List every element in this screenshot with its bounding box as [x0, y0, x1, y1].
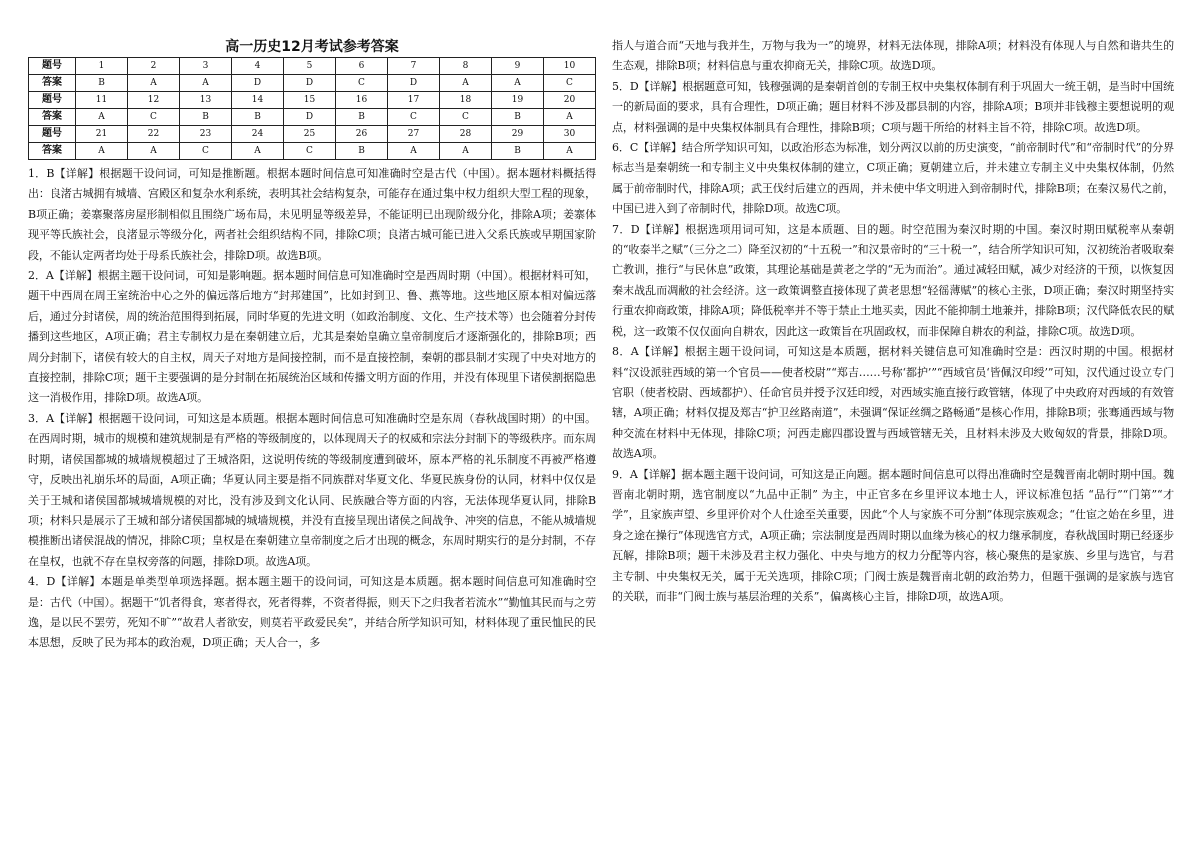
answer-cell: 9	[492, 58, 544, 75]
answer-cell: B	[336, 143, 388, 160]
explanation-paragraph: 9．A【详解】据本题主题干设问词，可知这是正向题。据本题时间信息可以得出准确时空是魏晋南北朝时期中国。魏晋南北朝时期，选官制度以“九品中正制” 为主，中正官多在乡里评议本地士人，评议标准包括 “品行”“门第”“才学”，且家族声望、乡里评价对个人仕途至关重要，因此“个人与家族不可分割”体现宗族观念；“仕宦之始在乡里，进身之途在操行”体现选官方式，A项正确；宗法制度是西周时期以血缘为核心的权力继承制度，春秋战国时期已经逐步瓦解，排除B项；题干未涉及君主权力强化、中央与地方的权力分配等内容，核心聚焦的是家族、乡里与选官，与君主专制、中央集权无关，属于无关选项，排除C项；门阀士族是魏晋南北朝的政治势力，但题干强调的是家族与选官的关联，而非“门阀士族与基层治理的关系”，偏离核心主旨，排除D项，故选A项。	[612, 467, 1174, 603]
row-label: 题号	[29, 58, 76, 75]
answer-cell: 23	[180, 126, 232, 143]
left-explanations	[28, 164, 596, 654]
row-label: 答案	[29, 109, 76, 126]
page-title: 高一历史12月考试参考答案	[225, 39, 399, 55]
row-label: 答案	[29, 75, 76, 92]
answer-cell: 1	[76, 58, 128, 75]
answer-cell: 14	[232, 92, 284, 109]
answer-cell: A	[544, 109, 596, 126]
answer-cell: 29	[492, 126, 544, 143]
left-column	[28, 38, 596, 654]
explanation-paragraph: 5．D【详解】根据题意可知，钱穆强调的是秦朝首创的专制王权中央集权体制有利于巩固大一统王朝，是当时中国统一的新局面的要求，具有合理性，D项正确；题目材料不涉及郡县制的内容，排除A项；B项并非钱穆主要想说明的观点，材料强调的是中央集权体制具有合理性，排除B项；C项与题干所给的材料主旨不符，排除C项。故选D项。	[612, 79, 1174, 134]
answer-cell: 11	[76, 92, 128, 109]
answer-cell: A	[544, 143, 596, 160]
answer-cell: 3	[180, 58, 232, 75]
answer-cell: A	[180, 75, 232, 92]
answer-cell: C	[544, 75, 596, 92]
answer-cell: B	[336, 109, 388, 126]
answer-cell: C	[128, 109, 180, 126]
answer-cell: 26	[336, 126, 388, 143]
answer-cell: 30	[544, 126, 596, 143]
explanation-paragraph: 1．B【详解】根据题干设问词，可知是推断题。根据本题时间信息可知准确时空是古代（中国）。据本题材料概括得出：良渚古城拥有城墙、宫殿区和复杂水利系统，表明其社会结构复杂，可能存在通过集中权力组织大型工程的现象，B项正确；姜寨聚落房屋形制相似且围绕广场布局，未见明显等级差异，不能证明已出现阶级分化，排除A项；姜寨体现平等氏族社会，良渚显示等级分化，两者社会组织结构不同，排除C项；良渚古城可能已进入父系氏族或早期国家阶段，不能认定两者均处于母系氏族社会，排除D项。故选B项。	[28, 167, 596, 262]
answer-cell: 16	[336, 92, 388, 109]
answer-cell: 18	[440, 92, 492, 109]
answer-table-row	[29, 75, 596, 92]
explanation-paragraph: 7．D【详解】根据选项用词可知，这是本质题、目的题。时空范围为秦汉时期的中国。秦汉时期田赋税率从秦朝的“收泰半之赋”（三分之二）降至汉初的“十五税一”和汉景帝时的“三十税一”，结合所学知识可知，汉初统治者吸取秦亡教训，推行“与民休息”政策，其理论基础是黄老之学的“无为而治”。通过减轻田赋，减少对经济的干预，以恢复因秦末战乱而凋敝的社会经济。这一政策调整直接体现了黄老思想“轻徭薄赋”的核心主张，D项正确；秦汉时期坚持实行重农抑商政策，排除A项；降低税率并不等于禁止土地买卖，因此不能抑制土地兼并，排除B项；汉代降低农民的赋税，这一政策不仅仅面向自耕农，因此这一政策旨在巩固政权，而非保障自耕农的利益，排除C项。故选D项。	[612, 222, 1174, 338]
answer-cell: C	[440, 109, 492, 126]
answer-cell: B	[180, 109, 232, 126]
answer-cell: 20	[544, 92, 596, 109]
answer-cell: A	[128, 75, 180, 92]
answer-cell: 7	[388, 58, 440, 75]
answer-table-row	[29, 109, 596, 126]
answer-cell: 27	[388, 126, 440, 143]
explanation-paragraph: 指人与道合而“天地与我并生，万物与我为一”的境界，材料无法体现，排除A项；材料没有体现人与自然和谐共生的生态观，排除B项；材料信息与重农抑商无关，排除C项。故选D项。	[612, 39, 1174, 73]
answer-cell: 2	[128, 58, 180, 75]
row-label: 题号	[29, 126, 76, 143]
answer-cell: D	[284, 109, 336, 126]
answer-cell: 17	[388, 92, 440, 109]
answer-cell: 4	[232, 58, 284, 75]
answer-cell: A	[492, 75, 544, 92]
answer-cell: C	[388, 109, 440, 126]
row-label: 题号	[29, 92, 76, 109]
answer-cell: C	[284, 143, 336, 160]
answer-cell: 21	[76, 126, 128, 143]
explanation-paragraph: 2．A【详解】根据主题干设问词，可知是影响题。据本题时间信息可知准确时空是西周时期（中国）。根据材料可知，题干中西周在周王室统治中心之外的偏远落后地方“封邦建国”，比如封到卫、鲁、燕等地。这些地区原本相对偏远落后，通过分封诸侯，周的统治范围得到拓展，同时华夏的先进文明（如政治制度、文化、生产技术等）也会随着分封传播到这些地区，A项正确；君主专制权力是在秦朝建立后，尤其是秦始皇确立皇帝制度后才逐渐强化的，排除B项；西周分封制下，诸侯有较大的自主权，周天子对地方是间接控制，而不是直接控制，秦朝的郡县制才实现了中央对地方的直接控制，排除C项；题干主要强调的是分封制在拓展统治区域和传播文明方面的作用，并没有体现里下诸侯割据隐患这一消极作用，排除D项。故选A项。	[28, 269, 596, 405]
row-label: 答案	[29, 143, 76, 160]
answer-cell: A	[440, 143, 492, 160]
answer-cell: 13	[180, 92, 232, 109]
answer-cell: D	[284, 75, 336, 92]
answer-cell: A	[232, 143, 284, 160]
answer-table-row	[29, 58, 596, 75]
answer-cell: 22	[128, 126, 180, 143]
explanation-paragraph: 6．C【详解】结合所学知识可知，以政治形态为标准，划分两汉以前的历史演变，“前帝制时代”和“帝制时代”的分界标志当是秦朝统一和专制主义中央集权体制的建立，C项正确；夏朝建立后，并未建立专制主义中央集权体制，仍然属于前帝制时代，排除A项；武王伐纣后建立的西周，并未使中华文明进入到帝制时代，排除B项；在秦汉易代之前，中国已进入到了帝制时代，排除D项。故选C项。	[612, 141, 1174, 216]
explanation-paragraph: 3．A【详解】根据题干设问词，可知这是本质题。根据本题时间信息可知准确时空是东周（春秋战国时期）的中国。在西周时期，城市的规模和建筑规制是有严格的等级制度的，以体现周天子的权威和宗法分封制下的等级秩序。而东周时期，诸侯国都城的城墙规模超过了王城洛阳，这说明传统的等级制度遭到破坏，原本严格的礼乐制度不再被严格遵守，反映出礼崩乐坏的局面，A项正确；华夏认同主要是指不同族群对华夏文化、华夏民族身份的认同，材料中仅仅是关于王城和诸侯国都城城墙规模的对比，没有涉及到文化认同、民族融合等方面的内容，无法体现华夏认同，排除B项；材料只是展示了王城和部分诸侯国都城的城墙规模，并没有直接呈现出诸侯之间战争、冲突的信息，不能从城墙规模推断出诸侯混战的情况，排除C项；皇权是在秦朝建立皇帝制度之后才出现的概念，东周时期实行的是分封制，不存在皇权，也就不存在皇权旁落的问题，排除D项。故选A项。	[28, 411, 596, 568]
explanation-paragraph: 8．A【详解】根据主题干设问词，可知这是本质题，据材料关键信息可知准确时空是：西汉时期的中国。根据材料“汉设派驻西域的第一个官员——使者校尉”“郑吉……号称‘都护’”“西域官员‘皆佩汉印绶’”可知，汉代通过设立专门官职（使者校尉、西域都护）、任命官员并授予汉廷印绶，对西域实施直接行政管辖，体现了中央政府对西域的有效管辖，A项正确；材料仅提及郑吉“护卫丝路南道”，未强调“保证丝绸之路畅通”是核心作用，排除B项；张骞通西域与物种交流在材料中无体现，排除C项；河西走廊四郡设置与西域管辖无关，且材料未涉及大败匈奴的背景，排除D项。故选A项。	[612, 345, 1174, 461]
answer-cell: A	[76, 143, 128, 160]
answer-cell: A	[440, 75, 492, 92]
answer-cell: A	[388, 143, 440, 160]
answer-cell: D	[388, 75, 440, 92]
answer-table-row	[29, 92, 596, 109]
answer-table-row	[29, 126, 596, 143]
answer-cell: A	[128, 143, 180, 160]
right-explanations	[612, 36, 1174, 607]
answer-cell: C	[336, 75, 388, 92]
answer-cell: 12	[128, 92, 180, 109]
answer-cell: A	[76, 109, 128, 126]
answer-cell: 15	[284, 92, 336, 109]
answer-cell: 25	[284, 126, 336, 143]
right-column	[612, 36, 1174, 607]
answer-table	[28, 57, 596, 160]
answer-cell: 24	[232, 126, 284, 143]
answer-cell: D	[232, 75, 284, 92]
answer-cell: 10	[544, 58, 596, 75]
answer-cell: B	[492, 143, 544, 160]
answer-cell: 28	[440, 126, 492, 143]
answer-cell: B	[76, 75, 128, 92]
answer-cell: B	[232, 109, 284, 126]
answer-cell: 5	[284, 58, 336, 75]
answer-cell: 6	[336, 58, 388, 75]
explanation-paragraph: 4．D【详解】本题是单类型单项选择题。据本题主题干的设问词，可知这是本质题。据本题时间信息可知准确时空是：古代（中国）。据题干“饥者得食，寒者得衣，死者得葬，不资者得振，则天下之归我者若流水”“勤恤其民而与之劳逸，是以民不罢劳，死知不旷”“故君人者欲安，则莫若平政爱民矣”，并结合所学知识可知，材料体现了重民恤民的民本思想，反映了民为邦本的政治观，D项正确；天人合一，多	[28, 575, 596, 650]
answer-cell: C	[180, 143, 232, 160]
answer-cell: B	[492, 109, 544, 126]
answer-cell: 19	[492, 92, 544, 109]
answer-cell: 8	[440, 58, 492, 75]
answer-table-row	[29, 143, 596, 160]
